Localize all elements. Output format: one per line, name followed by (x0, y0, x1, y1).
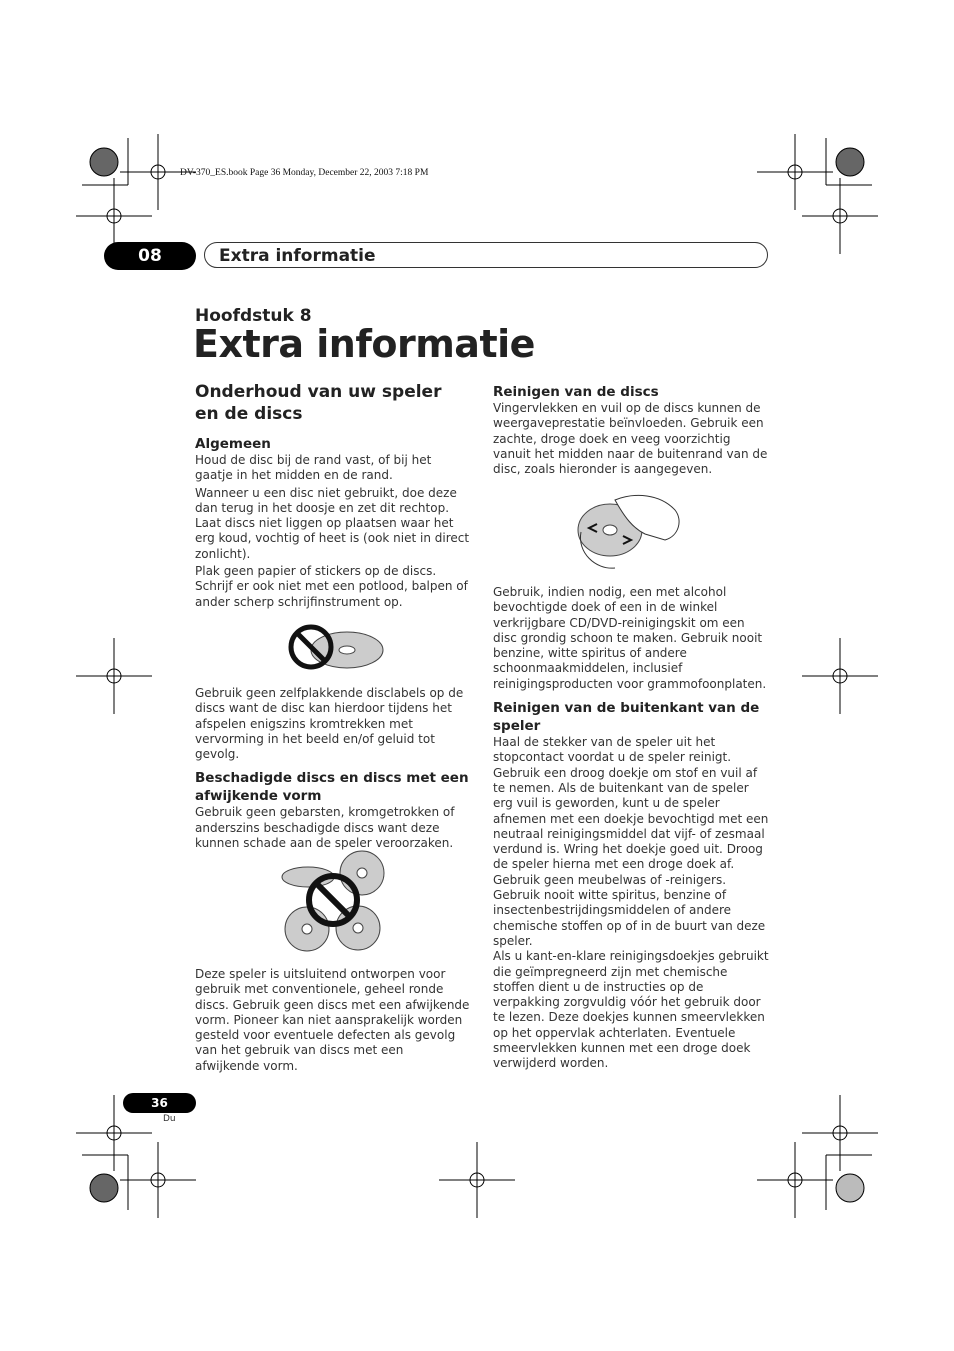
cleaning-discs-p2: Gebruik, indien nodig, een met alcohol bevochtigde doek of een in de winkel verkrijgbare CD/DVD-reinigingskit om een disc grondig schoon te maken. Gebruik nooit benzine, witte spiritus of andere schoonmaakmiddelen, inclusief reinigingsproducten voor grammofoonplaten. (493, 585, 767, 691)
right-column (493, 383, 769, 477)
damaged-p1: Gebruik geen gebarsten, kromgetrokken of anderszins beschadigde discs want deze kunnen schade aan de speler veroorzaken. (195, 805, 455, 851)
cleaning-exterior-p1: Haal de stekker van de speler uit het stopcontact voordat u de speler reinigt. Gebruik een droog doekje om stof en vuil af te nemen. Als de buitenkant van de speler erg vuil is geworden, kunt u de speler afnemen met een doekje bevochtigd met een neutraal reinigingsmiddel dat vijf- of zesmaal verdund is. Wring het doekje goed uit. Droog de speler hierna met een droge doek af. (493, 735, 769, 872)
algemeen-p4: Gebruik geen zelfplakkende disclabels op de discs want de disc kan hierdoor tijdens het afspelen enigszins kromtrekken met vervorming in het beeld en/of geluid tot gevolg. (195, 686, 464, 762)
chapter-label: Hoofdstuk 8 (195, 306, 312, 326)
left-column-lower (195, 686, 471, 851)
cleaning-exterior-p2: Gebruik geen meubelwas of -reinigers. Gebruik nooit witte spiritus, benzine of insectenbestrijdingsmiddelen of andere chemische stoffen op of in de buurt van deze speler. (493, 872, 766, 948)
page-title: Extra informatie (193, 322, 535, 366)
section-title: Onderhoud van uw speler en de discs (195, 382, 442, 424)
damaged-heading: Beschadigde discs en discs met een afwijkende vorm (195, 770, 469, 805)
cleaning-illustration (575, 492, 685, 572)
cleaning-exterior-heading: Reinigen van de buitenkant van de speler (493, 700, 760, 735)
algemeen-p1: Houd de disc bij de rand vast, of bij het gaatje in het midden en de rand. (195, 453, 432, 483)
left-column (195, 381, 471, 610)
chapter-header (104, 242, 768, 270)
left-column-bottom (195, 967, 471, 1074)
chapter-title: Extra informatie (204, 242, 768, 268)
file-info: DV-370_ES.book Page 36 Monday, December 22, 2003 7:18 PM (180, 168, 429, 178)
damaged-p2: Deze speler is uitsluitend ontworpen voor gebruik met conventionele, geheel ronde discs. Gebruik geen discs met een afwijkende vorm. Pioneer kan niet aansprakelijk worden gesteld voor eventuele defecten als gevolg van het gebruik van discs met een afwijkende vorm. (195, 967, 470, 1073)
algemeen-p3: Plak geen papier of stickers op de discs. Schrijf er ook niet met een potlood, balpen of ander scherp schrijfinstrument op. (195, 564, 468, 609)
algemeen-heading: Algemeen (195, 436, 271, 452)
page-number: 36 (123, 1093, 196, 1113)
cleaning-discs-heading: Reinigen van de discs (493, 384, 659, 400)
language-code: Du (163, 1114, 176, 1124)
cleaning-exterior-p3: Als u kant-en-klare reinigingsdoekjes gebruikt die geïmpregneerd zijn met chemische stoffen dient u de instructies op de verpakking zorgvuldig vóór het gebruik door te lezen. Deze doekjes kunnen smeervlekken op het oppervlak achterlaten. Eventuele smeervlekken kunnen met een droge doek verwijderd worden. (493, 949, 769, 1071)
algemeen-p2: Wanneer u een disc niet gebruikt, doe deze dan terug in het doosje en zet dit rechtop. Laat discs niet liggen op plaatsen waar het erg koud, vochtig of heet is (ook niet in direct zonlicht). (195, 485, 470, 561)
right-column-lower (493, 585, 769, 1072)
chapter-number: 08 (104, 242, 196, 270)
no-sticker-illustration (285, 620, 385, 680)
damaged-discs-illustration (278, 850, 388, 955)
cleaning-discs-p1: Vingervlekken en vuil op de discs kunnen de weergaveprestatie beïnvloeden. Gebruik een zachte, droge doek en veeg voorzichtig vanuit het midden naar de buitenrand van de disc, zoals hieronder is aangegeven. (493, 401, 768, 477)
